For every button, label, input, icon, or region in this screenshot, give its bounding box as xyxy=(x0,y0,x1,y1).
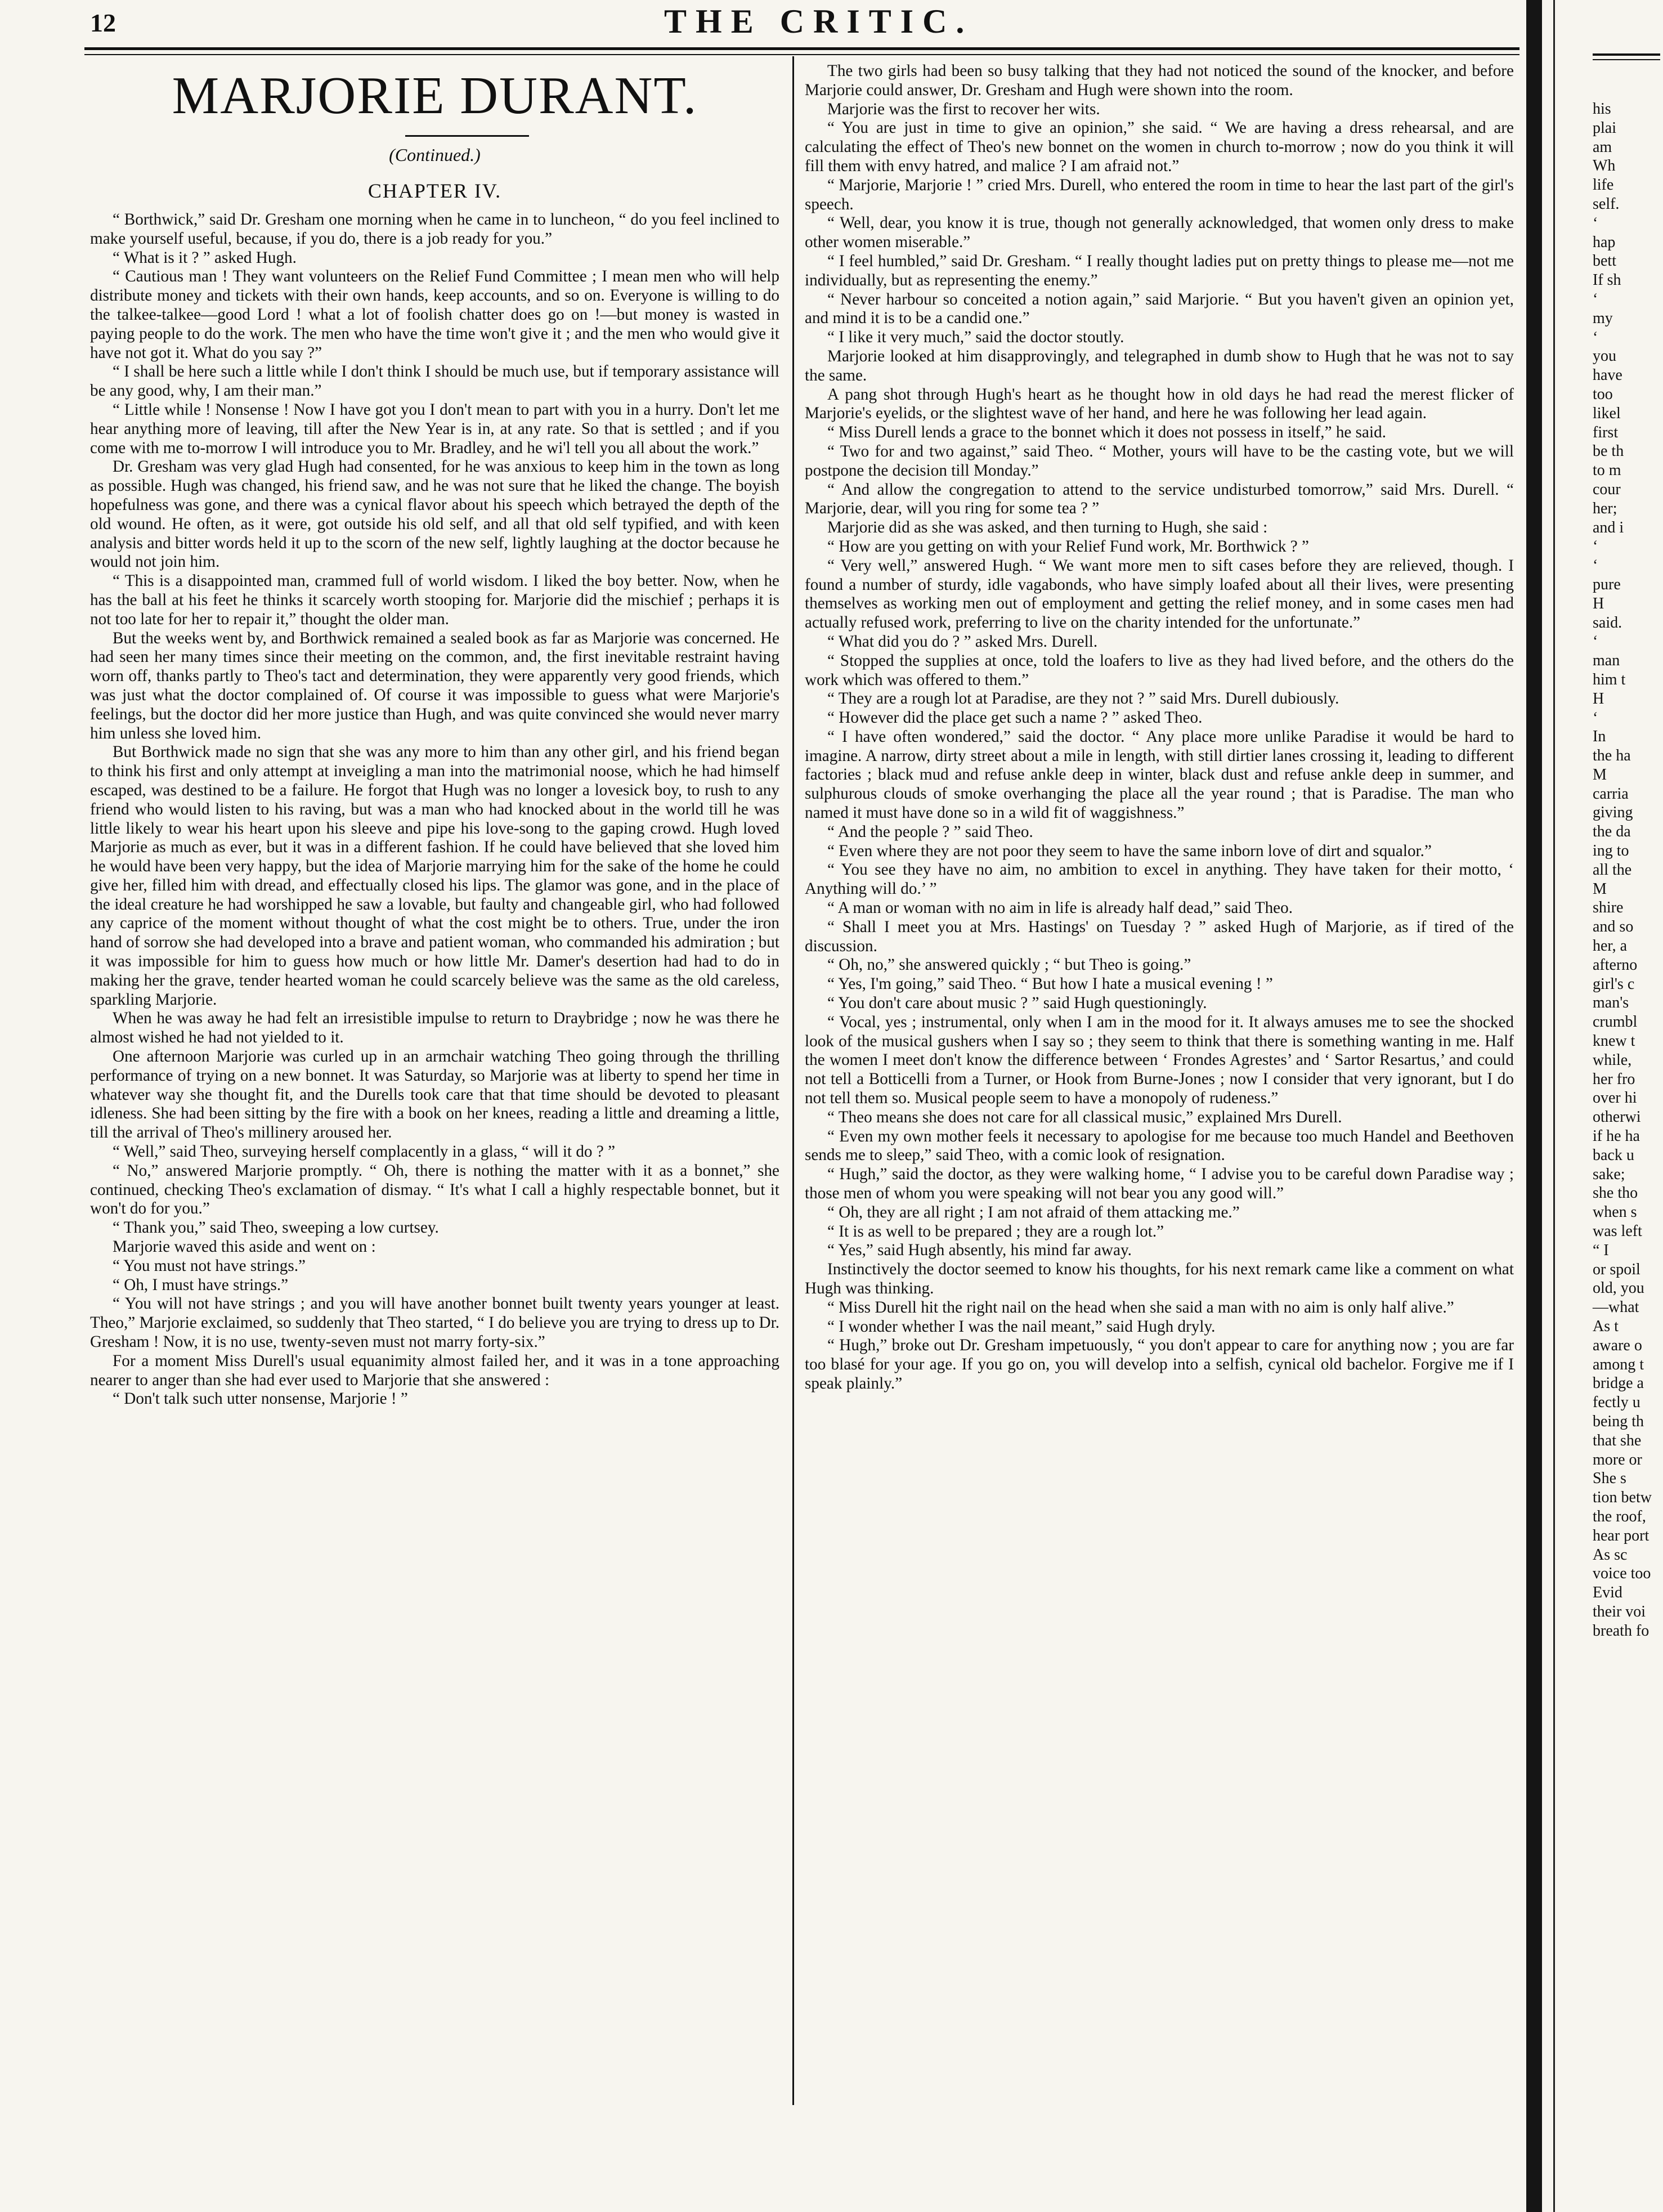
text-fragment: tion betw xyxy=(1593,1489,1652,1507)
text-fragment: M xyxy=(1593,880,1607,898)
text-fragment: that she xyxy=(1593,1431,1642,1449)
paragraph: “ Well,” said Theo, surveying herself complacently in a glass, “ will it do ? ” xyxy=(113,1143,616,1161)
paragraph: Marjorie waved this aside and went on : xyxy=(113,1238,376,1256)
paragraph: “ Oh, no,” she answered quickly ; “ but Theo is going.” xyxy=(827,956,1191,974)
text-fragment: shire xyxy=(1593,899,1624,917)
page-gutter xyxy=(1526,0,1542,2212)
text-fragment: over hi xyxy=(1593,1089,1637,1107)
paragraph: Marjorie was the first to recover her wits. xyxy=(827,100,1100,118)
text-fragment: her, a xyxy=(1593,937,1628,955)
paragraph: “ How are you getting on with your Relief Fund work, Mr. Borthwick ? ” xyxy=(827,537,1310,556)
paragraph: “ No,” answered Marjorie promptly. “ Oh, there is nothing the matter with it as a bonnet,” she continued, checking Theo's exclamation of dismay. “ It's what I call a highly respectable bonnet, but it won't do for you.” xyxy=(90,1161,779,1218)
text-fragment: hap xyxy=(1593,233,1616,251)
paragraph: But the weeks went by, and Borthwick remained a sealed book as far as Marjorie was concerned. He had seen her many times since their meeting on the common, and, the first inevitable restraint having worn off, thanks partly to Theo's tact and determination, they were apparently very good friends, which was just what the doctor complained of. Of course it was impossible to guess what were Marjorie's feelings, but the doctor did her more justice than Hugh, and was quite convinced she would never marry him unless she loved him. xyxy=(90,629,779,742)
text-fragment: She s xyxy=(1593,1470,1626,1488)
paragraph: “ A man or woman with no aim in life is already half dead,” said Theo. xyxy=(827,899,1293,917)
paragraph: “ Borthwick,” said Dr. Gresham one morning when he came in to luncheon, “ do you feel inclined to make yourself useful, because, if you do, there is a job ready for you.” xyxy=(90,211,779,248)
next-page-rule-thin xyxy=(1593,59,1660,60)
text-fragment: hear port xyxy=(1593,1526,1649,1544)
text-fragment: the ha xyxy=(1593,747,1631,765)
text-fragment: H xyxy=(1593,594,1604,612)
text-fragment: am xyxy=(1593,138,1612,156)
text-fragment: was left xyxy=(1593,1223,1642,1241)
text-fragment: more or xyxy=(1593,1450,1642,1468)
text-fragment: among t xyxy=(1593,1355,1644,1373)
paragraph: “ I shall be here such a little while I don't think I should be much use, but if temporary assistance will be any good, why, I am their man.” xyxy=(90,362,779,400)
text-fragment: carria xyxy=(1593,785,1629,803)
text-fragment: and so xyxy=(1593,918,1634,936)
text-fragment: all the xyxy=(1593,861,1632,879)
paragraph: When he was away he had felt an irresistible impulse to return to Draybridge ; now he was there he almost wished he had not yielded to it. xyxy=(90,1009,779,1047)
text-fragment: being th xyxy=(1593,1412,1644,1430)
text-fragment: ‘ xyxy=(1593,290,1598,308)
paragraph: “ And the people ? ” said Theo. xyxy=(827,822,1033,841)
paragraph: Marjorie looked at him disapprovingly, and telegraphed in dumb show to Hugh that he was not to say the same. xyxy=(805,347,1514,384)
header-rule xyxy=(84,47,1519,50)
paragraph: “ Even where they are not poor they seem to have the same inborn love of dirt and squalor.” xyxy=(827,841,1432,860)
text-fragment: have xyxy=(1593,366,1622,384)
text-fragment: man xyxy=(1593,652,1620,670)
paragraph: “ I have often wondered,” said the doctor. “ Any place more unlike Paradise it would be hard to imagine. A narrow, dirty street about a mile in length, with still dirtier lanes crossing it, leading to different factories ; black mud and refuse ankle deep in winter, black dust and refuse ankle deep in summer, and sulphurous clouds of smoke overhanging the place all the year round ; that is Paradise. The man who named it must have done so in a wild fit of waggishness.” xyxy=(805,727,1514,822)
paragraph: “ And allow the congregation to attend to the service undisturbed tomorrow,” said Mrs. Durell. “ Marjorie, dear, will you ring for some tea ? ” xyxy=(805,480,1514,518)
text-fragment: my xyxy=(1593,309,1613,327)
paragraph: But Borthwick made no sign that she was any more to him than any other girl, and his friend began to think his first and only attempt at inveigling a man into the matrimonial noose, which he had himself escaped, was destined to be a failure. He forgot that Hugh was no longer a lovesick boy, to rush to any friend who would listen to his raving, but was a man who had knocked about in the world till he was little likely to wear his heart upon his sleeve and pipe his love-song to the gaping crowd. Hugh loved Marjorie as much as ever, but it was in a different fashion. If he could have believed that she loved him he would have been very happy, but the idea of Marjorie marrying him for the sake of the home he could give her, filled him with dread, and effectually closed his lips. The glamor was gone, and in the place of the ideal creature he had worshipped he saw a lovable, but faulty and changeable girl, who had followed any caprice of the moment without thought of what the cost might be to others. True, under the iron hand of sorrow she had developed into a brave and patient woman, who commanded his admiration ; but it was impossible for him to guess how much or how little Mr. Damer's desertion had had to do in making her the grave, tender hearted woman he could scarcely believe was the same as the old careless, sparkling Marjorie. xyxy=(90,743,779,1009)
text-fragment: H xyxy=(1593,689,1604,708)
text-fragment: ‘ xyxy=(1593,328,1598,346)
text-fragment: her; xyxy=(1593,499,1617,517)
text-fragment: to m xyxy=(1593,462,1621,480)
paragraph: “ I feel humbled,” said Dr. Gresham. “ I really thought ladies put on pretty things to please me—not me individually, but as representing the enemy.” xyxy=(805,252,1514,289)
text-fragment: while, xyxy=(1593,1051,1632,1069)
masthead: THE CRITIC. xyxy=(664,3,974,40)
text-fragment: M xyxy=(1593,765,1607,783)
text-fragment: life xyxy=(1593,176,1614,194)
paragraph: “ Little while ! Nonsense ! Now I have got you I don't mean to part with you in a hurry. Don't let me hear anything more of leaving, till after the New Year is in, at any rate. So that is settled ; and if you come with me to-morrow I will introduce you to Mr. Bradley, and he wi'l tell you all about the work.” xyxy=(90,400,779,457)
paragraph: “ This is a disappointed man, crammed full of world wisdom. I liked the boy better. Now, when he has the ball at his feet he thinks it scarcely worth stooping for. Marjorie did the mischief ; perhaps it is not too late for her to repair it,” thought the older man. xyxy=(90,572,779,628)
paragraph: The two girls had been so busy talking that they had not noticed the sound of the knocker, and before Marjorie could answer, Dr. Gresham and Hugh were shown into the room. xyxy=(805,62,1514,99)
text-fragment: likel xyxy=(1593,404,1621,422)
text-fragment: too xyxy=(1593,385,1613,403)
middle-column-text xyxy=(805,62,1514,1394)
text-fragment: and i xyxy=(1593,518,1624,536)
paragraph: “ Miss Durell lends a grace to the bonnet which it does not possess in itself,” he said. xyxy=(827,423,1386,442)
text-fragment: If sh xyxy=(1593,271,1621,289)
paragraph: “ You are just in time to give an opinion,” she said. “ We are having a dress rehearsal, and are calculating the effect of Theo's new bonnet on the women in church to-morrow ; now do you think it will fill them with envy hatred, and malice ? I am afraid not.” xyxy=(805,119,1514,175)
paragraph: “ Hugh,” broke out Dr. Gresham impetuously, “ you don't appear to care for anything now ; you are far too blasé for your age. If you go on, you will develop into a selfish, cynical old bachelor. Forgive me if I speak plainly.” xyxy=(805,1336,1514,1392)
text-fragment: giving xyxy=(1593,804,1633,822)
paragraph: “ Yes, I'm going,” said Theo. “ But how I hate a musical evening ! ” xyxy=(827,975,1273,993)
paragraph: “ They are a rough lot at Paradise, are they not ? ” said Mrs. Durell dubiously. xyxy=(827,689,1339,708)
paragraph: “ What is it ? ” asked Hugh. xyxy=(113,248,297,267)
text-fragment: cour xyxy=(1593,480,1621,498)
paragraph: “ Two for and two against,” said Theo. “ Mother, yours will have to be the casting vote, but we will postpone the decision till Monday.” xyxy=(805,442,1514,480)
text-fragment: ‘ xyxy=(1593,538,1598,556)
paragraph: “ You will not have strings ; and you will have another bonnet built twenty years younger at least. Theo,” Marjorie exclaimed, so suddenly that Theo started, “ I do believe you are trying to dress up to Dr. Gresham ! Now, it is no use, twenty-seven must not marry forty-six.” xyxy=(90,1295,779,1351)
paragraph: One afternoon Marjorie was curled up in an armchair watching Theo going through the thrilling performance of trying on a new bonnet. It was Saturday, so Marjorie was at liberty to spend her time in whatever way she thought fit, and the Durells took care that that time should be devoted to pleasant idleness. She had been sitting by the fire with a book on her knees, reading a little and dreaming a little, till the arrival of Theo's millinery aroused her. xyxy=(90,1047,779,1142)
text-fragment: Evid xyxy=(1593,1584,1622,1602)
paragraph: “ Shall I meet you at Mrs. Hastings' on Tuesday ? ” asked Hugh of Marjorie, as if tired of the discussion. xyxy=(805,917,1514,955)
middle-column xyxy=(805,62,1514,1394)
paragraph: “ I wonder whether I was the nail meant,” said Hugh dryly. xyxy=(827,1317,1216,1336)
paragraph: “ Marjorie, Marjorie ! ” cried Mrs. Durell, who entered the room in time to hear the last part of the girl's speech. xyxy=(805,176,1514,213)
text-fragment: —what xyxy=(1593,1298,1639,1317)
text-fragment: sake; xyxy=(1593,1165,1625,1183)
text-fragment: you xyxy=(1593,347,1616,365)
paragraph: “ Hugh,” said the doctor, as they were walking home, “ I advise you to be careful down Paradise way ; those men of whom you were speaking will not bear you any good will.” xyxy=(805,1165,1514,1203)
text-fragment: or spoil xyxy=(1593,1260,1640,1278)
text-fragment: plai xyxy=(1593,119,1616,137)
text-fragment: aware o xyxy=(1593,1336,1642,1354)
column-divider xyxy=(792,56,794,2105)
header-rule-thin xyxy=(84,54,1519,55)
paragraph: “ However did the place get such a name ? ” asked Theo. xyxy=(827,709,1203,727)
text-fragment: his xyxy=(1593,100,1611,118)
text-fragment: be th xyxy=(1593,442,1624,460)
text-fragment: “ I xyxy=(1593,1241,1609,1259)
paragraph: Marjorie did as she was asked, and then turning to Hugh, she said : xyxy=(827,518,1268,537)
text-fragment: pure xyxy=(1593,575,1621,593)
text-fragment: crumbl xyxy=(1593,1013,1638,1031)
text-fragment: girl's c xyxy=(1593,975,1635,993)
text-fragment: ‘ xyxy=(1593,557,1598,575)
text-fragment: otherwi xyxy=(1593,1108,1641,1126)
text-fragment: breath fo xyxy=(1593,1622,1649,1640)
text-fragment: In xyxy=(1593,728,1606,746)
paragraph: “ Cautious man ! They want volunteers on the Relief Fund Committee ; I mean men who will help distribute money and tickets with their own hands, keep accounts, and so on. Everyone is willing to do the talkee-talkee—good Lord ! what a lot of foolish chatter does go on !—but money is wasted in paying people to do the work. The men who have the time won't give it ; and the men who would give it have not got it. What do you say ?” xyxy=(90,267,779,362)
story-title: MARJORIE DURANT. xyxy=(172,66,698,125)
paragraph: A pang shot through Hugh's heart as he thought how in old days he had read the merest flicker of Marjorie's eyelids, or the slightest wave of her hand, and here he was following her lead again. xyxy=(805,385,1514,423)
paragraph: “ Oh, they are all right ; I am not afraid of them attacking me.” xyxy=(827,1203,1240,1221)
paragraph: “ I like it very much,” said the doctor stoutly. xyxy=(827,328,1124,347)
text-fragment: if he ha xyxy=(1593,1127,1640,1145)
text-fragment: she tho xyxy=(1593,1184,1638,1202)
page-number: 12 xyxy=(90,8,116,37)
text-fragment: voice too xyxy=(1593,1565,1651,1583)
paragraph: “ Well, dear, you know it is true, though not generally acknowledged, that women only dress to make other women miserable.” xyxy=(805,214,1514,252)
text-fragment: first xyxy=(1593,423,1619,441)
paragraph: “ It is as well to be prepared ; they are a rough lot.” xyxy=(827,1222,1164,1241)
text-fragment: bett xyxy=(1593,252,1616,270)
text-fragment: their voi xyxy=(1593,1602,1646,1620)
paragraph: “ You don't care about music ? ” said Hugh questioningly. xyxy=(827,994,1207,1013)
text-fragment: afterno xyxy=(1593,956,1638,974)
text-fragment: As sc xyxy=(1593,1546,1628,1564)
paragraph: “ Very well,” answered Hugh. “ We want more men to sift cases before they are relieved, though. I found a number of sturdy, idle vagabonds, who have simply loafed about all their lives, were presenting themselves as working men out of employment and getting the relief money, and in some cases men had actually refused work, preferring to live on the charity intended for the unfortunate.” xyxy=(805,556,1514,632)
text-fragment: ‘ xyxy=(1593,633,1598,651)
text-fragment: ‘ xyxy=(1593,214,1598,232)
paragraph: For a moment Miss Durell's usual equanimity almost failed her, and it was in a tone approaching nearer to anger than she had ever used to Marjorie that she answered : xyxy=(90,1351,779,1389)
text-fragment: ‘ xyxy=(1593,709,1598,727)
text-fragment: him t xyxy=(1593,670,1626,688)
paragraph: “ Never harbour so conceited a notion again,” said Marjorie. “ But you haven't given an opinion yet, and mind it is to be a candid one.” xyxy=(805,290,1514,328)
text-fragment: bridge a xyxy=(1593,1374,1644,1392)
text-fragment: the roof, xyxy=(1593,1507,1646,1525)
continued-label: (Continued.) xyxy=(389,145,481,165)
text-fragment: back u xyxy=(1593,1146,1634,1164)
paragraph: “ Yes,” said Hugh absently, his mind far away. xyxy=(827,1241,1132,1260)
title-underline xyxy=(405,135,529,137)
paragraph: “ Don't talk such utter nonsense, Marjorie ! ” xyxy=(113,1390,408,1408)
chapter-heading: CHAPTER IV. xyxy=(367,180,502,202)
next-page-column xyxy=(1593,53,1660,1641)
left-column-text xyxy=(90,211,779,1409)
paragraph: “ Theo means she does not care for all classical music,” explained Mrs Durell. xyxy=(827,1108,1342,1126)
paragraph: “ You must not have strings.” xyxy=(113,1256,306,1275)
text-fragment: old, you xyxy=(1593,1279,1644,1297)
paragraph: “ Vocal, yes ; instrumental, only when I am in the mood for it. It always amuses me to see the shocked look of the musical gushers when I say so ; they seem to think that there is something wanting in me. Half the women I meet don't know the difference between ‘ Frondes Agrestes’ and ‘ Sartor Resartus,’ and could not tell a Botticelli from a Turner, or Hook from Burne-Jones ; now I consider that very ignorant, but I do not tell them so. Musical people seem to have a monopoly of rudeness.” xyxy=(805,1013,1514,1108)
next-page-rule xyxy=(1593,53,1660,56)
next-page-fragments xyxy=(1593,100,1660,1641)
left-column xyxy=(90,62,779,1409)
text-fragment: her fro xyxy=(1593,1070,1635,1088)
text-fragment: said. xyxy=(1593,614,1622,632)
text-fragment: fectly u xyxy=(1593,1394,1640,1412)
paragraph: “ Stopped the supplies at once, told the loafers to live as they had lived before, and the others do the work which was offered to them.” xyxy=(805,651,1514,689)
paragraph: “ Thank you,” said Theo, sweeping a low curtsey. xyxy=(113,1219,439,1237)
text-fragment: ing to xyxy=(1593,842,1629,860)
text-fragment: the da xyxy=(1593,823,1631,841)
text-fragment: As t xyxy=(1593,1318,1619,1335)
text-fragment: man's xyxy=(1593,994,1629,1012)
text-fragment: when s xyxy=(1593,1203,1637,1221)
paragraph: “ Miss Durell hit the right nail on the head when she said a man with no aim is only half alive.” xyxy=(827,1298,1454,1317)
paragraph: Dr. Gresham was very glad Hugh had consented, for he was anxious to keep him in the town as long as possible. Hugh was changed, his friend saw, and he was not sure that he liked the change. The boyish hopefulness was gone, and there was a cynical flavor about his speech which betrayed the depth of the old wound. He often, as it were, got outside his old self, and all that old self typified, and with keen analysis and bitter words held it up to the scorn of the new self, lightly laughing at the doctor because he would not join him. xyxy=(90,458,779,571)
paragraph: “ You see they have no aim, no ambition to excel in anything. They have taken for their motto, ‘ Anything will do.’ ” xyxy=(805,861,1514,898)
text-fragment: knew t xyxy=(1593,1032,1635,1050)
text-fragment: self. xyxy=(1593,195,1620,213)
paragraph: “ What did you do ? ” asked Mrs. Durell. xyxy=(827,632,1098,651)
text-fragment: Wh xyxy=(1593,157,1616,175)
gutter-edge xyxy=(1553,0,1555,2212)
paragraph: “ Even my own mother feels it necessary to apologise for me because too much Handel and Beethoven sends me to sleep,” said Theo, with a comic look of resignation. xyxy=(805,1127,1514,1165)
paragraph: Instinctively the doctor seemed to know his thoughts, for his next remark came like a comment on what Hugh was thinking. xyxy=(805,1260,1514,1297)
paragraph: “ Oh, I must have strings.” xyxy=(113,1275,289,1294)
